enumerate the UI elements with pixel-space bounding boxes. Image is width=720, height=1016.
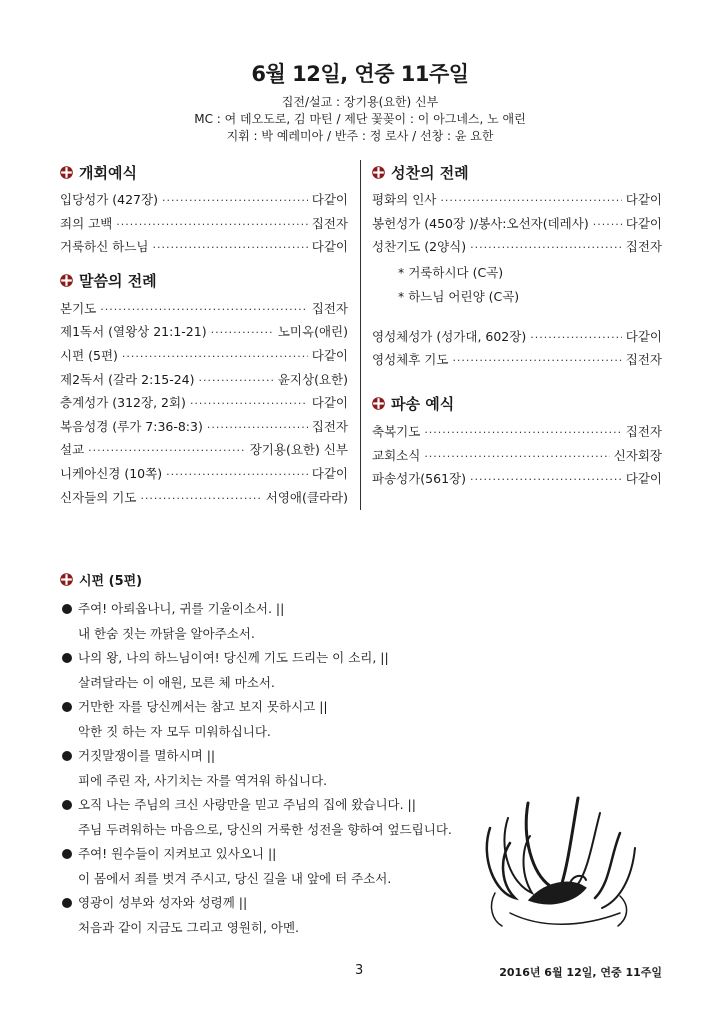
order-item: 봉헌성가 (450장 )/봉사:오선자(데레사) bbox=[372, 215, 589, 231]
leader-dots bbox=[166, 468, 308, 481]
order-row bbox=[60, 370, 348, 394]
leader-dots bbox=[424, 426, 621, 439]
verse-response-line: 악한 짓 하는 자 모두 미워하십니다. bbox=[78, 723, 271, 739]
order-item: 축복기도 bbox=[372, 423, 421, 439]
order-row bbox=[60, 346, 348, 370]
cross-icon bbox=[372, 397, 385, 410]
order-leader: 집전자 bbox=[625, 239, 662, 255]
order-leader: 다같이 bbox=[311, 192, 348, 207]
order-item: 성찬기도 (2양식) bbox=[372, 239, 467, 255]
leader-dots bbox=[424, 450, 609, 463]
bullet-icon bbox=[62, 751, 72, 761]
verse-response-line: 내 한숨 짓는 까닭을 알아주소서. bbox=[78, 625, 255, 641]
order-item: 죄의 고백 bbox=[60, 215, 113, 231]
order-leader: 다같이 bbox=[311, 465, 348, 481]
psalm-title: 시편 (5편) bbox=[79, 574, 143, 589]
leader-dots bbox=[199, 374, 274, 387]
verse-response-line: 살려달라는 이 애원, 모른 체 마소서. bbox=[78, 674, 275, 690]
sub-item: * 거룩하시다 (C곡) bbox=[398, 264, 504, 280]
order-leader: 다같이 bbox=[311, 239, 348, 255]
footer-date: 2016년 6월 12일, 연중 11주일 bbox=[499, 966, 662, 979]
order-leader: 신자회장 bbox=[613, 447, 662, 463]
psalm-heading bbox=[60, 570, 142, 589]
order-item: 신자들의 기도 bbox=[60, 489, 137, 505]
order-item: 영성체후 기도 bbox=[372, 352, 449, 368]
bullet-icon bbox=[62, 849, 72, 859]
order-item: 시편 (5편) bbox=[60, 347, 118, 363]
leader-dots bbox=[122, 350, 308, 363]
bullet-icon bbox=[62, 702, 72, 712]
order-row bbox=[372, 327, 662, 351]
order-leader: 노미옥(애린) bbox=[277, 324, 348, 340]
leader-dots bbox=[470, 241, 622, 254]
leader-dots bbox=[153, 241, 308, 254]
order-item: 거룩하신 하느님 bbox=[60, 239, 149, 255]
credits-celebrant: 집전/설교 : 장기용(요한) 신부 bbox=[281, 95, 439, 109]
order-leader: 집전자 bbox=[625, 423, 662, 439]
leader-dots bbox=[593, 218, 622, 231]
order-item: 니케아신경 (10쪽) bbox=[60, 465, 163, 481]
verse-first-line: 주여! 아뢰옵나니, 귀를 기울이소서. || bbox=[62, 597, 462, 622]
left-column bbox=[60, 160, 348, 511]
order-leader: 다같이 bbox=[311, 395, 348, 411]
order-leader: 다같이 bbox=[625, 471, 662, 487]
order-row bbox=[60, 440, 348, 464]
verse-first-line: 주여! 원수들이 지켜보고 있사오니 || bbox=[62, 842, 462, 867]
verse-response-line: 처음과 같이 지금도 그리고 영원히, 아멘. bbox=[78, 919, 300, 935]
order-leader: 다같이 bbox=[625, 192, 662, 207]
verse-response-line: 피에 주린 자, 사기치는 자를 역겨워 하십니다. bbox=[78, 772, 328, 788]
section-title: 개회예식 bbox=[79, 163, 137, 182]
leader-dots bbox=[116, 218, 307, 231]
page-title: 6월 12일, 연중 11주일 bbox=[251, 62, 469, 86]
order-row bbox=[372, 446, 662, 470]
order-item: 제1독서 (열왕상 21:1-21) bbox=[60, 324, 207, 340]
order-row bbox=[60, 464, 348, 488]
holy-spirit-dove-icon bbox=[470, 788, 650, 938]
order-item: 입당성가 (427장) bbox=[60, 192, 158, 207]
order-item: 복음성경 (루가 7:36-8:3) bbox=[60, 418, 203, 434]
order-item: 영성체성가 (성가대, 602장) bbox=[372, 328, 527, 344]
leader-dots bbox=[162, 194, 308, 207]
leader-dots bbox=[100, 303, 308, 316]
credits-ministers: MC : 여 데오도로, 김 마틴 / 제단 꽃꽂이 : 이 아그네스, 노 애린 bbox=[194, 112, 526, 126]
leader-dots bbox=[470, 473, 622, 486]
bullet-icon bbox=[62, 898, 72, 908]
right-column bbox=[372, 160, 662, 493]
leader-dots bbox=[211, 326, 274, 339]
section-title: 파송 예식 bbox=[391, 395, 455, 414]
order-row bbox=[372, 237, 662, 261]
order-item: 층계성가 (312장, 2회) bbox=[60, 395, 186, 411]
order-row bbox=[372, 422, 662, 446]
cross-icon bbox=[60, 573, 73, 586]
order-row bbox=[372, 469, 662, 493]
order-item: 제2독서 (갈라 2:15-24) bbox=[60, 371, 195, 387]
section-heading-opening bbox=[60, 160, 348, 184]
order-item: 파송성가(561장) bbox=[372, 471, 466, 487]
order-leader: 윤지상(요한) bbox=[277, 371, 348, 387]
order-leader: 다같이 bbox=[311, 347, 348, 363]
verse-first-line: 나의 왕, 나의 하느님이여! 당신께 기도 드리는 이 소리, || bbox=[62, 646, 462, 671]
cross-icon bbox=[372, 166, 385, 179]
verse-first-line: 영광이 성부와 성자와 성령께 || bbox=[62, 891, 462, 916]
order-row bbox=[60, 393, 348, 417]
column-divider bbox=[360, 160, 361, 510]
order-row bbox=[60, 299, 348, 323]
verse-response-line: 이 몸에서 죄를 벗겨 주시고, 당신 길을 내 앞에 터 주소서. bbox=[78, 870, 392, 886]
leader-dots bbox=[440, 194, 621, 207]
order-row bbox=[372, 214, 662, 238]
leader-dots bbox=[530, 331, 622, 344]
order-item: 교회소식 bbox=[372, 447, 421, 463]
bullet-icon bbox=[62, 653, 72, 663]
order-row bbox=[372, 190, 662, 214]
page-number: 3 bbox=[355, 963, 364, 978]
order-leader: 다같이 bbox=[625, 215, 662, 231]
order-leader: 다같이 bbox=[625, 328, 662, 344]
order-leader: 서영애(클라라) bbox=[265, 489, 348, 505]
order-row bbox=[60, 488, 348, 512]
cross-icon bbox=[60, 166, 73, 179]
order-item: 평화의 인사 bbox=[372, 192, 437, 207]
order-leader: 장기용(요한) 신부 bbox=[249, 442, 348, 458]
section-heading-eucharist bbox=[372, 160, 662, 184]
section-title: 말씀의 전례 bbox=[79, 272, 157, 291]
order-row bbox=[60, 190, 348, 214]
section-heading-dismissal bbox=[372, 392, 662, 416]
verse-first-line: 거짓말쟁이를 멸하시며 || bbox=[62, 744, 462, 769]
order-row bbox=[60, 214, 348, 238]
leader-dots bbox=[207, 421, 308, 434]
leader-dots bbox=[88, 444, 246, 457]
order-leader: 집전자 bbox=[311, 418, 348, 434]
order-row bbox=[60, 417, 348, 441]
credits bbox=[0, 94, 720, 145]
bullet-icon bbox=[62, 800, 72, 810]
leader-dots bbox=[140, 492, 261, 505]
leader-dots bbox=[190, 397, 308, 410]
order-row bbox=[60, 322, 348, 346]
order-item: 본기도 bbox=[60, 300, 97, 316]
order-leader: 집전자 bbox=[311, 215, 348, 231]
verse-response-line: 주님 두려워하는 마음으로, 당신의 거룩한 성전을 향하여 엎드립니다. bbox=[78, 821, 452, 837]
order-leader: 집전자 bbox=[625, 352, 662, 368]
sub-item: * 하느님 어린양 (C곡) bbox=[398, 288, 520, 304]
verse-first-line: 거만한 자를 당신께서는 참고 보지 못하시고 || bbox=[62, 695, 462, 720]
psalm-text bbox=[62, 597, 462, 940]
order-leader: 집전자 bbox=[311, 300, 348, 316]
cross-icon bbox=[60, 274, 73, 287]
order-row bbox=[60, 237, 348, 261]
bullet-icon bbox=[62, 604, 72, 614]
credits-music: 지휘 : 박 예레미아 / 반주 : 정 로사 / 선창 : 윤 요한 bbox=[226, 129, 494, 143]
leader-dots bbox=[452, 354, 621, 367]
order-item: 설교 bbox=[60, 442, 85, 458]
order-row bbox=[372, 350, 662, 374]
section-title: 성찬의 전례 bbox=[391, 163, 469, 182]
section-heading-word bbox=[60, 269, 348, 293]
verse-first-line: 오직 나는 주님의 크신 사랑만을 믿고 주님의 집에 왔습니다. || bbox=[62, 793, 462, 818]
